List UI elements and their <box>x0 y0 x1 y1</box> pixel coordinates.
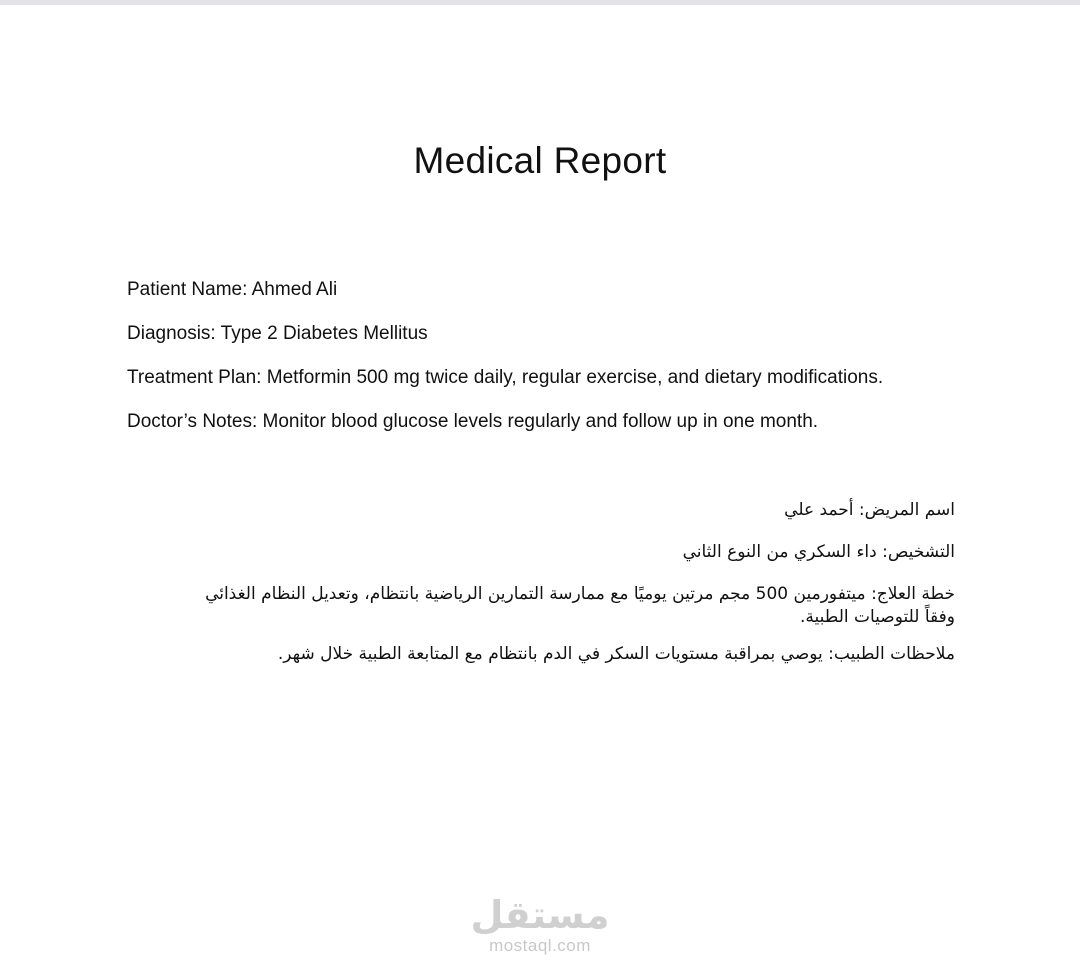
mostaql-watermark <box>440 893 640 955</box>
arabic-section <box>175 499 955 685</box>
watermark-arabic-logo: مستقل <box>470 893 610 937</box>
document-page <box>0 5 1080 973</box>
doctor-notes-en: Doctor’s Notes: Monitor blood glucose levels regularly and follow up in one month. <box>127 411 819 432</box>
diagnosis-ar: التشخيص: داء السكري من النوع الثاني <box>682 542 955 562</box>
treatment-plan-ar: خطة العلاج: ميتفورمين 500 مجم مرتين يوميًا مع ممارسة التمارين الرياضية بانتظام، وتعديل النظام الغذائي وفقاً للتوصيات الطبية. <box>205 584 955 627</box>
document-title: Medical Report <box>413 140 667 181</box>
english-section <box>127 278 987 454</box>
treatment-plan-en: Treatment Plan: Metformin 500 mg twice daily, regular exercise, and dietary modifications. <box>127 367 884 388</box>
watermark-url: mostaql.com <box>489 936 591 955</box>
patient-name-en: Patient Name: Ahmed Ali <box>127 279 338 300</box>
doctor-notes-ar: ملاحظات الطبيب: يوصي بمراقبة مستويات السكر في الدم بانتظام مع المتابعة الطبية خلال شهر. <box>277 644 955 664</box>
diagnosis-en: Diagnosis: Type 2 Diabetes Mellitus <box>127 323 428 344</box>
patient-name-ar: اسم المريض: أحمد علي <box>784 500 955 520</box>
